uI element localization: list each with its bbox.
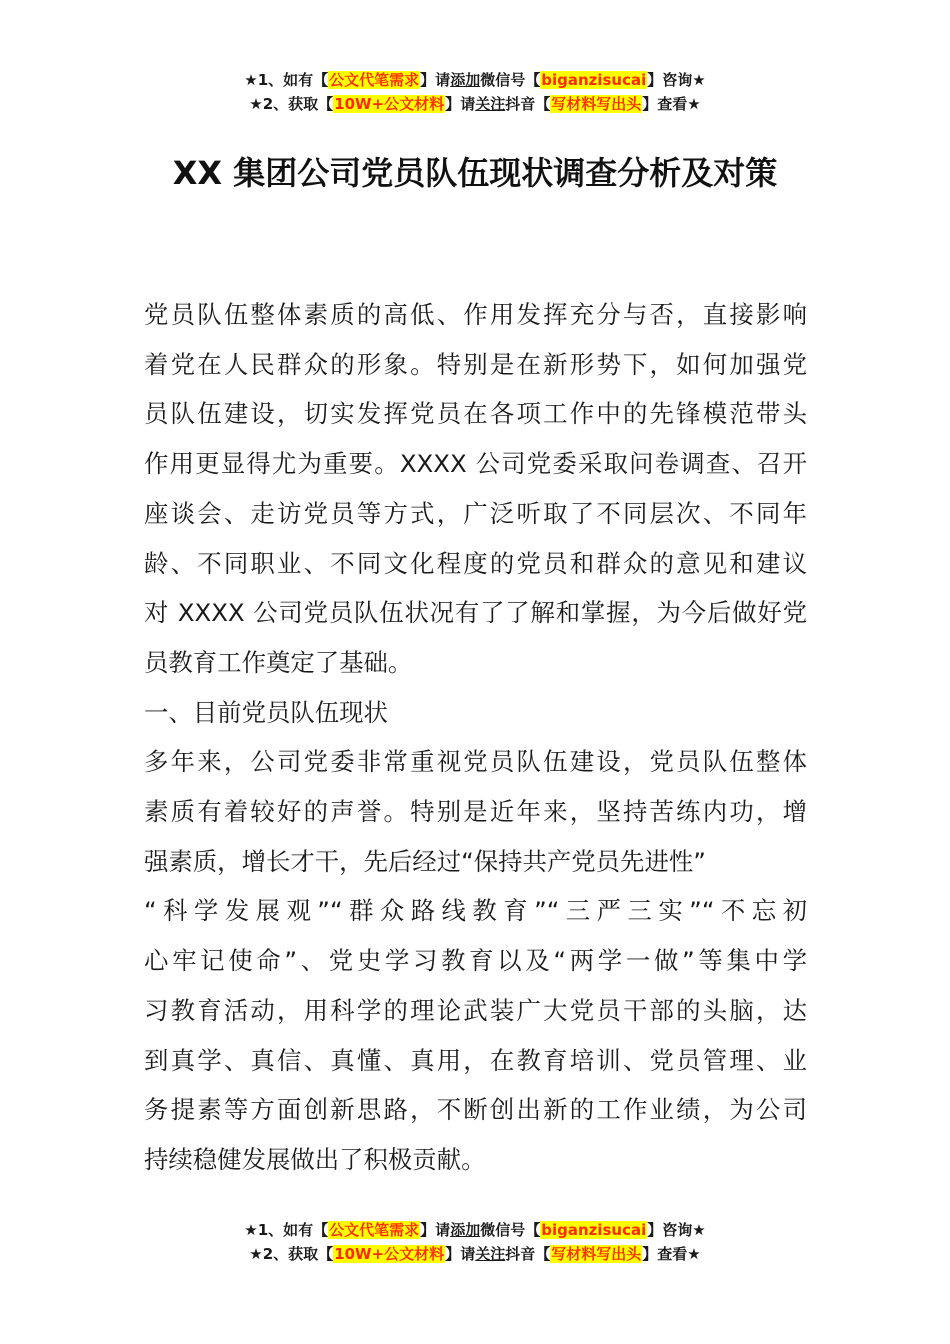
banner-text: 】请 (420, 71, 451, 89)
banner-line-1 (0, 68, 950, 92)
body-line: 持续稳健发展做出了积极贡献。 (144, 1144, 486, 1174)
highlight-service: 公文代笔需求 (329, 71, 420, 89)
highlight-douyin-account: 写材料写出头 (551, 95, 642, 113)
document-title: XX 集团公司党员队伍现状调查分析及对策 (172, 154, 778, 192)
body-line: 习教育活动，用科学的理论武装广大党员干部的头脑，达 (144, 995, 807, 1025)
highlight-wechat-id: biganzisucai (541, 71, 647, 89)
underlined-text: 添加 (450, 71, 481, 89)
underlined-text: 关注 (475, 1245, 506, 1263)
banner-text: 】咨询★ (647, 1221, 706, 1239)
underlined-text: 关注 (475, 95, 506, 113)
banner-line-1 (0, 1218, 950, 1242)
highlight-materials: 10W+公文材料 (334, 95, 445, 113)
body-line: 着党在人民群众的形象。特别是在新形势下，如何加强党 (144, 349, 807, 379)
banner-text: ★1、如有【 (244, 1221, 329, 1239)
body-line: 心牢记使命”、党史学习教育以及“两学一做”等集中学 (144, 946, 807, 976)
highlight-wechat-id: biganzisucai (541, 1221, 647, 1239)
banner-text: 】查看★ (642, 1245, 701, 1263)
banner-text: 】请 (445, 1245, 476, 1263)
body-line: 座谈会、走访党员等方式，广泛听取了不同层次、不同年 (144, 498, 807, 528)
body-line: 作用更显得尤为重要。XXXX 公司党委采取问卷调查、召开 (144, 449, 807, 479)
banner-text: 】请 (445, 95, 476, 113)
body-line: 到真学、真信、真懂、真用，在教育培训、党员管理、业 (144, 1045, 807, 1075)
banner-text: 抖音【 (505, 1245, 551, 1263)
body-line: 多年来，公司党委非常重视党员队伍建设，党员队伍整体 (144, 747, 807, 777)
underlined-text: 添加 (450, 1221, 481, 1239)
body-line: 员教育工作奠定了基础。 (144, 647, 413, 677)
document-body (144, 290, 807, 1185)
banner-text: ★2、获取【 (249, 1245, 334, 1263)
body-line: 素质有着较好的声誉。特别是近年来，坚持苦练内功，增 (144, 797, 807, 827)
header-banner (0, 68, 950, 116)
highlight-materials: 10W+公文材料 (334, 1245, 445, 1263)
banner-text: 微信号【 (480, 1221, 541, 1239)
body-line: 强素质，增长才干，先后经过“保持共产党员先进性” (144, 846, 706, 876)
body-line: 党员队伍整体素质的高低、作用发挥充分与否，直接影响 (144, 300, 807, 329)
banner-text: 抖音【 (505, 95, 551, 113)
banner-text: 】请 (420, 1221, 451, 1239)
banner-text: 】查看★ (642, 95, 701, 113)
banner-text: 】咨询★ (647, 71, 706, 89)
section-heading: 一、目前党员队伍现状 (144, 697, 388, 727)
footer-banner (0, 1218, 950, 1266)
banner-line-2 (0, 92, 950, 116)
body-line: 龄、不同职业、不同文化程度的党员和群众的意见和建议 (144, 548, 807, 578)
banner-text: ★1、如有【 (244, 71, 329, 89)
highlight-douyin-account: 写材料写出头 (551, 1245, 642, 1263)
body-line: 务提素等方面创新思路，不断创出新的工作业绩，为公司 (144, 1095, 807, 1125)
body-line: 员队伍建设，切实发挥党员在各项工作中的先锋模范带头 (144, 399, 807, 429)
banner-text: ★2、获取【 (249, 95, 334, 113)
body-line: 对 XXXX 公司党员队伍状况有了了解和掌握，为今后做好党 (144, 598, 807, 628)
banner-text: 微信号【 (480, 71, 541, 89)
highlight-service: 公文代笔需求 (329, 1221, 420, 1239)
banner-line-2 (0, 1242, 950, 1266)
body-line: “科学发展观”“群众路线教育”“三严三实”“不忘初 (144, 896, 807, 926)
